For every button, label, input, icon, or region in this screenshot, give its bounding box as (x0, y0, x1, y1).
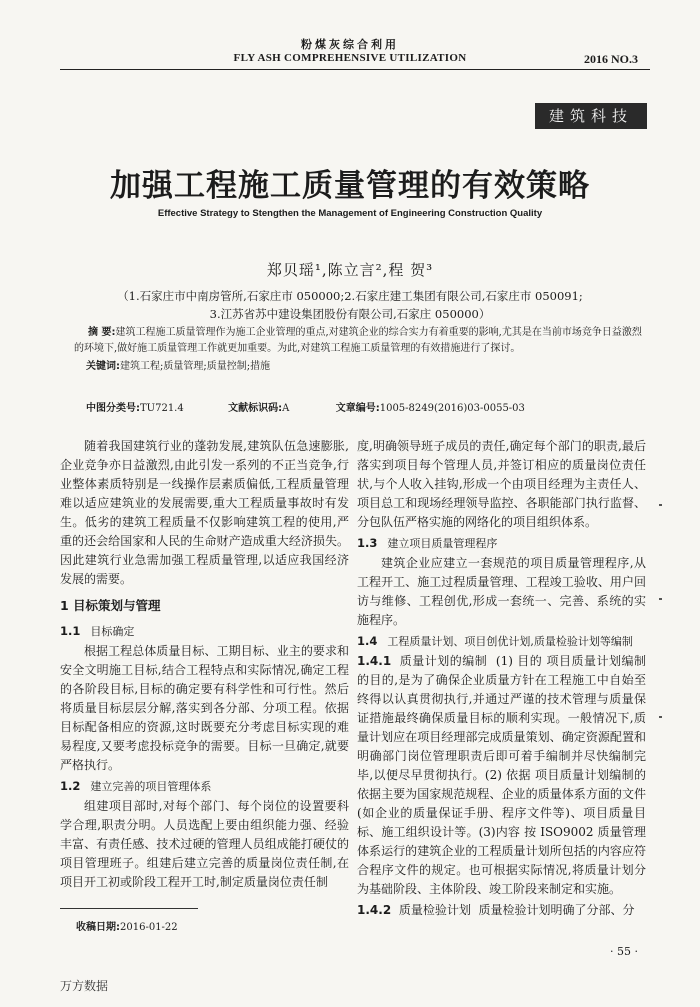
page-number: · 55 · (610, 945, 638, 958)
received-value: 2016-01-22 (120, 922, 178, 933)
section-1-4-2-number: 1.4.2 (357, 903, 392, 917)
affiliation-line-2: 3.江苏省苏中建设集团股份有限公司,石家庄 050000） (209, 307, 491, 321)
section-1-1-heading (60, 622, 349, 641)
header-rule (60, 69, 650, 70)
section-1-3-title: 建立项目质量管理程序 (387, 537, 498, 550)
section-1-2-heading (60, 777, 349, 796)
section-1-2-title: 建立完善的项目管理体系 (90, 780, 212, 793)
issue-number: 2016 NO.3 (584, 52, 638, 66)
section-1-4-2-text: 质量检验计划明确了分部、分 (478, 903, 635, 917)
authors: 郑贝瑶¹,陈立言²,程 贺³ (266, 261, 434, 279)
section-1-heading: 1 目标策划与管理 (60, 598, 161, 613)
intro-paragraph: 随着我国建筑行业的蓬勃发展,建筑队伍急速膨胀,企业竞争亦日益激烈,由此引发一系列的不正当竞争,行业整体素质特别是一线操作层素质偏低,工程质量管理难以适应建筑业的发展需要,重大工程质量事故时有发生。低劣的建筑工程质量不仅影响建筑工程的使用,严重的还会给国家和人民的生命财产造成重大经济损失。因此建筑行业急需加强工程质量管理,以适应我国经济发展的需要。 (60, 439, 349, 586)
section-1-4-title: 工程质量计划、项目创优计划,质量检验计划等编制 (387, 635, 633, 648)
article-title: 加强工程施工质量管理的有效策略 (110, 168, 590, 204)
clc-label: 中图分类号: (86, 403, 140, 414)
section-1-2-paragraph: 组建项目部时,对每个部门、每个岗位的设置要科学合理,职责分明。人员选配上要由组织能力强、经验丰富、有责任感、技术过硬的管理人员组成能打硬仗的项目管理班子。组建后建立完善的质量岗位责任制,在项目开工初或阶段工程开工时,制定质量岗位责任制 (60, 799, 349, 889)
journal-title-en: FLY ASH COMPREHENSIVE UTILIZATION (233, 52, 467, 64)
doc-code-label: 文献标识码: (228, 403, 283, 414)
section-1-4-1-lead: 质量计划的编制 (399, 654, 488, 668)
journal-title-cn: 粉煤灰综合利用 (301, 38, 399, 51)
section-1-4-number: 1.4 (357, 634, 378, 648)
doc-code-value: A (282, 403, 290, 414)
section-1-1-paragraph: 根据工程总体质量目标、工期目标、业主的要求和安全文明施工目标,结合工程特点和实际情况,确定工程的各阶段目标,目标的确定要有科学性和可行性。然后将质量目标层层分解,落实到各分部、分项工程。依据目标配备相应的资源,这时既要充分考虑目标实现的难易程度,又要考虑投标竞争的需要。目标一旦确定,就要严格执行。 (60, 644, 349, 772)
section-1-4-2-lead: 质量检验计划 (398, 903, 471, 917)
section-1-3-number: 1.3 (357, 536, 378, 550)
right-column (357, 437, 646, 920)
article-title-en: Effective Strategy to Stengthen the Management of Engineering Construction Quality (157, 208, 543, 219)
section-1-4-heading (357, 632, 646, 651)
section-1-4-1-paragraph (357, 652, 646, 899)
footnote-rule (60, 908, 198, 909)
continued-paragraph: 度,明确领导班子成员的责任,确定每个部门的职责,最后落实到项目每个管理人员,并签订相应的质量岗位责任状,与个人收入挂钩,形成一个由项目经理为主责任人、项目总工和现场经理领导监控、各职能部门执行监督、分包队伍严格实施的网络化的项目组织体系。 (357, 439, 646, 529)
keywords: 建筑工程;质量管理;质量控制;措施 (120, 361, 271, 372)
section-1-3-heading (357, 534, 646, 553)
margin-mark (659, 504, 662, 506)
margin-mark (659, 598, 662, 600)
section-1-4-2-paragraph (357, 901, 646, 920)
section-1-4-1-number: 1.4.1 (357, 654, 392, 668)
section-badge: 建筑科技 (535, 103, 647, 129)
margin-mark (659, 716, 662, 718)
received-label: 收稿日期: (76, 922, 120, 933)
left-column (60, 437, 349, 892)
received-date (76, 918, 178, 933)
article-no-value: 1005-8249(2016)03-0055-03 (379, 403, 525, 414)
section-1-3-paragraph: 建筑企业应建立一套规范的项目质量管理程序,从工程开工、施工过程质量管理、工程竣工验收、用户回访与维修、工程创优,形成一套统一、完善、系统的实施程序。 (357, 556, 646, 627)
section-1-2-number: 1.2 (60, 779, 81, 793)
section-1-4-1-text: (1) 目的 项目质量计划编制的目的,是为了确保企业质量方针在工程施工中自始至终得以认真贯彻执行,并通过严谨的技术管理与质量保证措施最终确保质量目标的顺利实现。一般情况下,质量计划应在项目经理部完成质量策划、确定资源配置和明确部门岗位管理职责后即可着手编制并尽快编制完毕,以便尽早贯彻执行。(2) 依据 项目质量计划编制的依据主要为国家规范规程、企业的质量体系方面的文件(如企业的质量保证手册、程序文件等)、项目质量目标、施工组织设计等。(3)内容 按 ISO9002 质量管理体系运行的建筑企业的工程质量计划所包括的内容应符合程序文件的规定。也可根据实际情况,将质量计划分为基础阶段、主体阶段、竣工阶段来制定和实施。 (357, 654, 646, 896)
affiliation-line-1: （1.石家庄市中南房管所,石家庄市 050000;2.石家庄建工集团有限公司,石家庄市 050091; (117, 289, 583, 303)
watermark: 万方数据 (60, 979, 109, 993)
section-1-1-number: 1.1 (60, 624, 81, 638)
abstract-text: 建筑工程施工质量管理作为施工企业管理的重点,对建筑企业的综合实力有着重要的影响,尤其是在当前市场竞争日益激烈的环境下,做好施工质量管理工作就更加重要。为此,对建筑工程施工质量管理的有效措施进行了探讨。 (74, 327, 642, 354)
keywords-label: 关键词: (86, 361, 120, 372)
abstract-label: 摘 要: (88, 327, 116, 338)
classification-line (86, 399, 525, 414)
clc-value: TU721.4 (140, 403, 184, 414)
abstract (74, 325, 646, 375)
section-1-1-title: 目标确定 (90, 625, 135, 638)
article-no-label: 文章编号: (335, 403, 380, 414)
